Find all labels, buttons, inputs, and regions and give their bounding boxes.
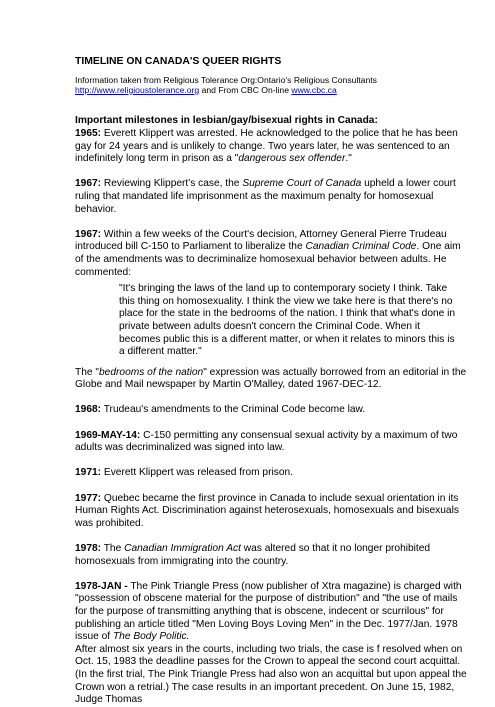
entry-1969: 1969-MAY-14: C-150 permitting any consensual sexual activity by a maximum of two adults was decriminalized was signed into law. xyxy=(75,429,458,454)
source-note xyxy=(75,75,467,96)
entry-1978: 1978: The Canadian Immigration Act was altered so that it no longer prohibited homosexuals from immigrating into the country. xyxy=(75,543,431,567)
trudeau-quote: "It's bringing the laws of the land up to contemporary society I think. Take this thing on homosexuality. I think the view we take here is that there's no place for the state in the bedrooms of the nation. I think that what's done in private between adults doesn't concern the Criminal Code. When it becomes public this is a different matter, or when it relates to minors this is a different matter." xyxy=(119,283,456,358)
document-title: TIMELINE ON CANADA'S QUEER RIGHTS xyxy=(75,56,282,67)
bedrooms-note: The "bedrooms of the nation" expression was actually borrowed from an editorial in the Globe and Mail newspaper by Martin O'Malley, dated 1967-DEC-12. xyxy=(75,366,467,391)
entry-1968: 1968: Trudeau's amendments to the Criminal Code become law. xyxy=(75,404,366,416)
entry-1967-trudeau: 1967: Within a few weeks of the Court's decision, Attorney General Pierre Trudeau introduced bill C-150 to Parliament to liberalize the Canadian Criminal Code. One aim of the amendments was to decriminalize homosexual behavior between adults. He commented: xyxy=(75,228,461,278)
source-text: Information taken from Religious Tolerance Org:Ontario's Religious Consultants xyxy=(75,74,377,85)
religioustolerance-link[interactable]: http://www.religioustolerance.org xyxy=(75,85,200,95)
entry-date: 1971: xyxy=(75,467,102,479)
entry-date: 1968: xyxy=(75,404,102,416)
entry-date: 1978-JAN - xyxy=(75,580,128,592)
entry-date: 1967: xyxy=(75,228,102,240)
entry-1978-jan-continued: After almost six years in the courts, including two trials, the case is f resolved when on Oct. 15, 1983 the deadline passes for the Crown to appeal the second court acquittal. (In the first trial, The Pink Triangle Press had also won an acquittal but upon appeal the Crown won a retrial.) The case results in an important precedent. On June 15, 1982, Judge Thomas xyxy=(75,643,467,706)
cbc-link[interactable]: www.cbc.ca xyxy=(291,85,337,95)
entry-1971: 1971: Everett Klippert was released from prison. xyxy=(75,467,294,479)
entry-date: 1967: xyxy=(75,178,102,190)
source-text-middle: and From CBC On-line xyxy=(199,85,292,95)
entry-date: 1965: xyxy=(75,128,102,139)
entry-date: 1969-MAY-14: xyxy=(75,429,141,441)
entry-date: 1978: xyxy=(75,543,102,554)
section-heading: Important milestones in lesbian/gay/bisexual rights in Canada: xyxy=(75,115,378,127)
entry-1967-court: 1967: Reviewing Klippert's case, the Supreme Court of Canada upheld a lower court ruling that mandated life imprisonment as the maximum penalty for homosexual behavior. xyxy=(75,178,456,215)
entry-1965: 1965: Everett Klippert was arrested. He acknowledged to the police that he has been gay for 24 years and is unlikely to change. Two years later, he was sentenced to an indefinitely long term in prison as a "dangerous sex offender." xyxy=(75,128,458,165)
entry-date: 1977: xyxy=(75,492,102,504)
entry-1978-jan: 1978-JAN - The Pink Triangle Press (now publisher of Xtra magazine) is charged with "possession of obscene material for the purpose of distribution" and "the use of mails for the purpose of transmitting anything that is obscene, indecent or scurrilous" for publishing an article titled "Men Loving Boys Loving Men" in the Dec. 1977/Jan. 1978 issue of The Body Politic. xyxy=(75,580,462,643)
entry-1977: 1977: Quebec became the first province in Canada to include sexual orientation in its Human Rights Act. Discrimination against heterosexuals, homosexuals and bisexuals was prohibited. xyxy=(75,492,459,529)
